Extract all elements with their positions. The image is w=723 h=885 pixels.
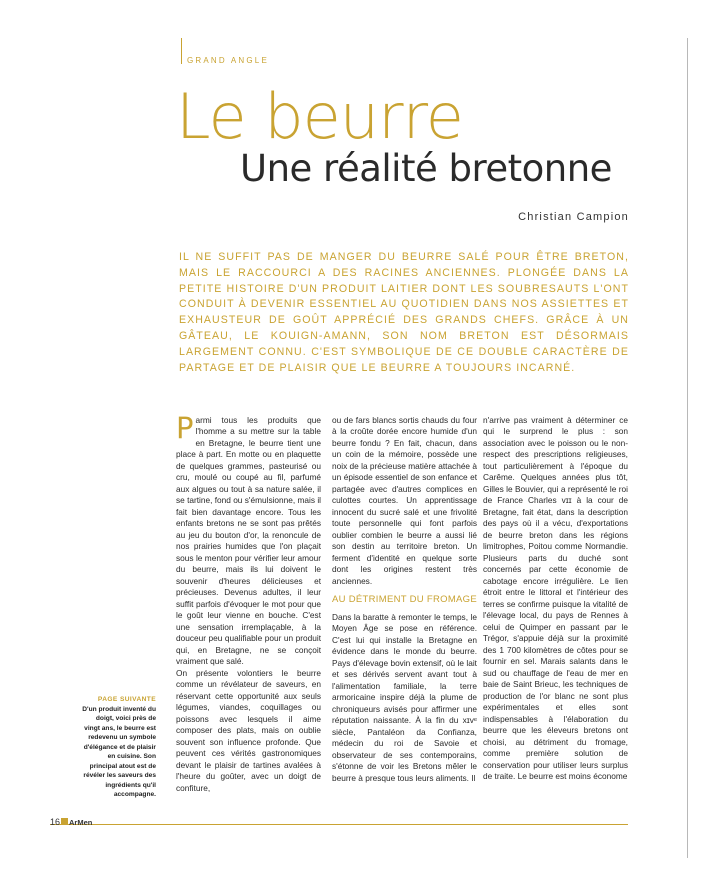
caption-text: D'un produit inventé du doigt, voici près de vingt ans, le beurre est redevenu un symbole d'élégance et de plaisir en cuisine. Son principal atout est de révéler les saveurs des ingrédients qu'il accompagne. — [82, 705, 156, 798]
folio — [50, 817, 92, 827]
body-paragraph: On présente volontiers le beurre comme un révélateur de saveurs, en réservant cette opportunité aux seuls légumes, viandes, coquillages ou poissons avec lesquels il aime composer des plats, mais on oublie souvent son influence profonde. Que peuvent ces vérités gastronomiques devant le plaisir de tartines avalées à l'heure du goûter, avec un doigt de confiture, — [176, 667, 321, 793]
page-number: 16 — [50, 817, 61, 827]
section-subheading: AU DÉTRIMENT DU FROMAGE — [332, 594, 478, 606]
body-paragraph — [176, 411, 322, 668]
magazine-name: ArMen — [69, 818, 93, 827]
body-text: armi tous les produits que l'homme a su mettre sur la table en Bretagne, le beurre tient une place à part. En motte ou en plaquette de quelques grammes, pasteurisé ou cru, moulé ou coupé au fil, parfumé aux algues ou tout à sa nature salée, il se tartine, fond ou s'émulsionne, mais il fait bien davantage encore. Tous les enfants bretons ne se sont pas prêtés au jeu du bouton d'or, la renoncule de nos prairies humides que l'on plaçait sous le menton pour vérifier leur amour du beurre, mais ils lui doivent le souvenir d'heures délicieuses et précieuses. Devenus adultes, il leur suffit parfois d'évoquer le mot pour que le goût leur vienne en bouche. C'est une sensation irremplaçable, à la douceur peu qualifiable pour un produit qui, en Bretagne, ne se conçoit vraiment que salé. — [176, 415, 322, 667]
folio-marker-icon — [61, 818, 68, 825]
body-column-3 — [483, 415, 628, 783]
header-tick-rule — [181, 38, 182, 64]
lead-paragraph: IL NE SUFFIT PAS DE MANGER DU BEURRE SALÉ POUR ÊTRE BRETON, MAIS LE RACCOURCI A DES RACINES ANCIENNES. PLONGÉE DANS LA PETITE HISTOIRE D'UN PRODUIT LAITIER DONT LES SOUBRESAUTS L'ONT CONDUIT À DEVENIR ESSENTIEL AU QUOTIDIEN DANS NOS ASSIETTES ET EXHAUSTEUR DE GOÛT APPRÉCIÉ DES GRANDS CHEFS. GRÂCE À UN GÂTEAU, LE KOUIGN-AMANN, SON NOM BRETON EST DÉSORMAIS LARGEMENT CONNU. C'EST SYMBOLIQUE DE CE DOUBLE CARACTÈRE DE PARTAGE ET DE PLAISIR QUE LE BEURRE A TOUJOURS INCARNÉ. — [179, 251, 629, 374]
body-paragraph: ou de fars blancs sortis chauds du four à la croûte dorée encore humide d'un beurre fondu ? En fait, chacun, dans un coin de la mémoire, possède une noix de la précieuse matière attachée à un épisode essentiel de son enfance et partagée avec d'autres complices en culottes courtes. Un apprentissage innocent du sucré salé et une frivolité toute personnelle qui font parfois oublier combien le beurre a aussi lié son destin au territoire breton. Un ferment d'identité en quelque sorte dont les origines restent très anciennes. — [332, 415, 477, 586]
body-paragraph: Dans la baratte à remonter le temps, le Moyen Âge se pose en référence. C'est lui qui installe la Bretagne en évidence dans le monde du beurre. Pays d'élevage bovin extensif, où le lait et ses dérivés servent avant tout à l'alimentation familiale, la terre armoricaine inspire déjà la plume de chroniqueurs avisés pour affirmer une réputation naissante. À la fin du xɪvᵉ siècle, Pantaléon da Confianza, médecin du roi de Savoie et observateur de ses contemporains, s'étonne de voir les Bretons mêler le beurre à presque tous leurs aliments. Il — [332, 611, 477, 783]
section-label: GRAND ANGLE — [187, 56, 269, 65]
body-column-2 — [332, 415, 477, 784]
photo-caption — [82, 695, 156, 800]
page-title: Le beurre — [176, 80, 463, 153]
page-subtitle: Une réalité bretonne — [240, 147, 612, 190]
body-paragraph: n'arrive pas vraiment à déterminer ce qui le surprend le plus : son association avec le poisson ou le non-respect des prescriptions religieuses, tout particulièrement à l'époque du Carême. Quelques années plus tôt, Gilles le Bouvier, qui a représenté le roi de France Charles vɪɪ à la cour de Bretagne, fait état, dans la description des pays où il a vécu, d'exportations de beurre breton dans les régions limitrophes, Poitou comme Normandie. Plusieurs parts du duché sont concernés par cette économie de cabotage encore irrégulière. Le lien étroit entre le littoral et l'intérieur des terres se confirme puisque la vitalité de l'élevage local, du pays de Rennes à celui de Quimper en passant par le Trégor, s'appuie déjà sur la proximité des 1 700 kilomètres de côtes pour se fournir en sel. Marais salants dans le sud ou chauffage de l'eau de mer en baie de Saint Brieuc, les techniques de production de l'or blanc ne sont plus expérimentales et elles sont indispensables à l'élaboration du beurre que les éleveurs bretons ont choisi, au détriment du fromage, comme première solution de conservation pour utiliser leurs surplus de traite. Le beurre est moins économe — [483, 415, 628, 782]
footer-rule — [50, 824, 628, 825]
author-byline: Christian Campion — [518, 211, 629, 223]
body-column-1 — [176, 411, 322, 794]
caption-title: PAGE SUIVANTE — [97, 696, 156, 703]
page-edge-rule — [687, 38, 688, 858]
drop-cap: P — [176, 411, 194, 445]
